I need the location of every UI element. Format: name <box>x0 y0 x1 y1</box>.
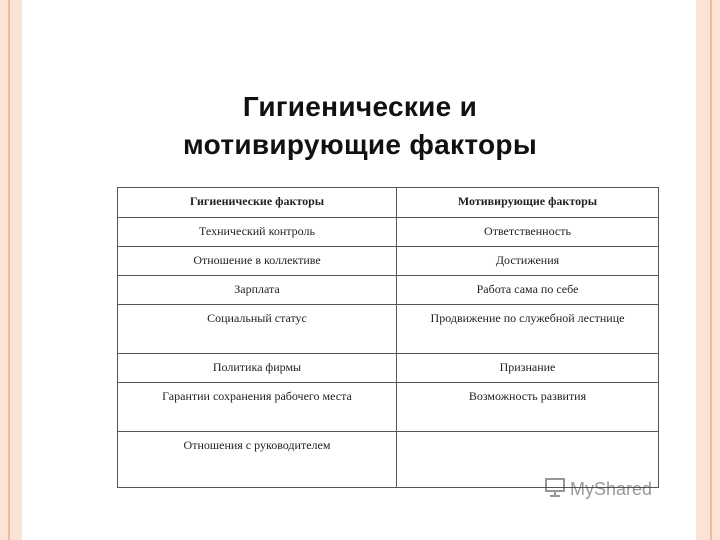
slide-frame-right <box>696 0 720 540</box>
presentation-screen-icon <box>544 476 566 503</box>
table-row <box>118 276 659 305</box>
table-cell: Достижения <box>397 247 659 276</box>
table-cell: Продвижение по служебной лестнице <box>397 305 659 354</box>
watermark-text: MyShared <box>570 479 653 499</box>
table-cell: Технический контроль <box>118 218 397 247</box>
table-cell: Зарплата <box>118 276 397 305</box>
table-cell: Отношение в коллективе <box>118 247 397 276</box>
table-cell: Признание <box>397 354 659 383</box>
table-cell: Гарантии сохранения рабочего места <box>118 383 397 432</box>
factors-table <box>117 187 659 488</box>
column-header-hygiene: Гигиенические факторы <box>118 188 397 218</box>
watermark-logo <box>544 476 652 503</box>
table-header-row <box>118 188 659 218</box>
table-row <box>118 383 659 432</box>
table-cell: Ответственность <box>397 218 659 247</box>
column-header-motivating: Мотивирующие факторы <box>397 188 659 218</box>
table-cell: Отношения с руководителем <box>118 432 397 488</box>
table-row <box>118 218 659 247</box>
table-cell: Возможность развития <box>397 383 659 432</box>
table-row <box>118 354 659 383</box>
table-row <box>118 305 659 354</box>
table-cell: Политика фирмы <box>118 354 397 383</box>
slide-title: Гигиенические и мотивирующие факторы <box>182 91 538 160</box>
table-cell: Работа сама по себе <box>397 276 659 305</box>
table-cell: Социальный статус <box>118 305 397 354</box>
table-row <box>118 247 659 276</box>
slide-frame-left <box>0 0 22 540</box>
